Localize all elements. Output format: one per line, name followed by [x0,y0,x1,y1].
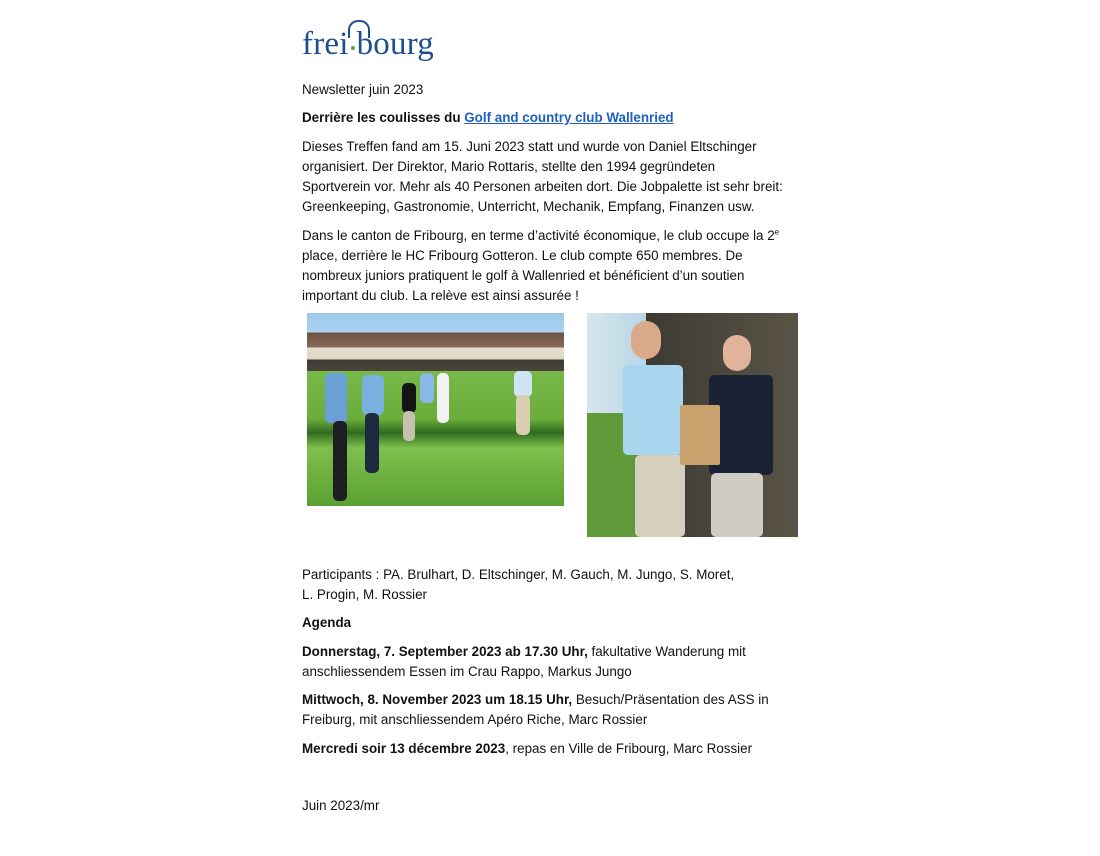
agenda-date: Donnerstag, 7. September 2023 ab 17.30 Uhr, [302,644,588,659]
person-figure [402,383,416,413]
agenda-date: Mittwoch, 8. November 2023 um 18.15 Uhr, [302,692,573,707]
agenda-desc: , repas en Ville de Fribourg, Marc Rossier [505,741,753,756]
person-figure [437,373,449,423]
person-figure [403,411,415,441]
para1-line: organisiert. Der Direktor, Mario Rottaris, stellte den 1994 gegründeten [302,159,716,174]
person-figure [514,371,532,397]
person-figure [365,413,379,473]
participants-line: Participants : PA. Brulhart, D. Eltschinger, M. Gauch, M. Jungo, S. Moret, [302,567,735,582]
award-photo-two-men [587,313,798,537]
para2-line1-text: Dans le canton de Fribourg, en terme d’activité économique, le club occupe la 2 [302,228,775,243]
person-figure [362,375,384,415]
agenda-desc: fakultative Wanderung mit [587,644,746,659]
agenda-item-line2: Freiburg, mit anschliessendem Apéro Riche, Marc Rossier [302,712,648,727]
person-figure [333,421,347,501]
para1-line: Sportverein vor. Mehr als 40 Personen arbeiten dort. Die Jobpalette ist sehr breit: [302,179,783,194]
logo-arc-icon [348,20,370,38]
para2-line [302,226,779,246]
person-figure [635,455,685,537]
para2-line: place, derrière le HC Fribourg Gotteron. Le club compte 650 membres. De [302,248,743,263]
logo-dot-icon [351,46,355,50]
agenda-item [302,642,746,662]
participants-line: L. Progin, M. Rossier [302,587,428,602]
article-heading [302,108,674,128]
person-figure [516,395,530,435]
footer-signature: Juin 2023/mr [302,798,380,813]
agenda-date: Mercredi soir 13 décembre 2023 [302,741,506,756]
para2-line: important du club. La relève est ainsi assurée ! [302,288,579,303]
person-head [723,335,751,371]
newsletter-date: Newsletter juin 2023 [302,82,424,97]
agenda-item [302,739,752,759]
person-figure [325,373,347,423]
person-head [631,321,661,359]
para2-line: nombreux juniors pratiquent le golf à Wallenried et bénéficient d’un soutien [302,268,745,283]
ordinal-sup: e [774,227,780,237]
agenda-title: Agenda [302,615,352,630]
agenda-item-line2: anschliessendem Essen im Crau Rappo, Markus Jungo [302,664,632,679]
heading-prefix: Derrière les coulisses du [302,110,465,125]
person-figure [420,373,434,403]
logo-text-left: frei [302,26,349,62]
agenda-item [302,690,769,710]
club-link[interactable]: Golf and country club Wallenried [464,110,674,125]
para1-line: Greenkeeping, Gastronomie, Unterricht, Mechanik, Empfang, Finanzen usw. [302,199,755,214]
person-figure [623,365,683,455]
agenda-desc: Besuch/Präsentation des ASS in [572,692,769,707]
para1-line: Dieses Treffen fand am 15. Juni 2023 statt und wurde von Daniel Eltschinger [302,139,757,154]
group-photo-golf-course [307,313,564,506]
person-figure [711,473,763,537]
freiburg-logo [302,26,434,66]
wine-gift-box [680,405,720,465]
logo-text-right: bourg [356,26,435,62]
